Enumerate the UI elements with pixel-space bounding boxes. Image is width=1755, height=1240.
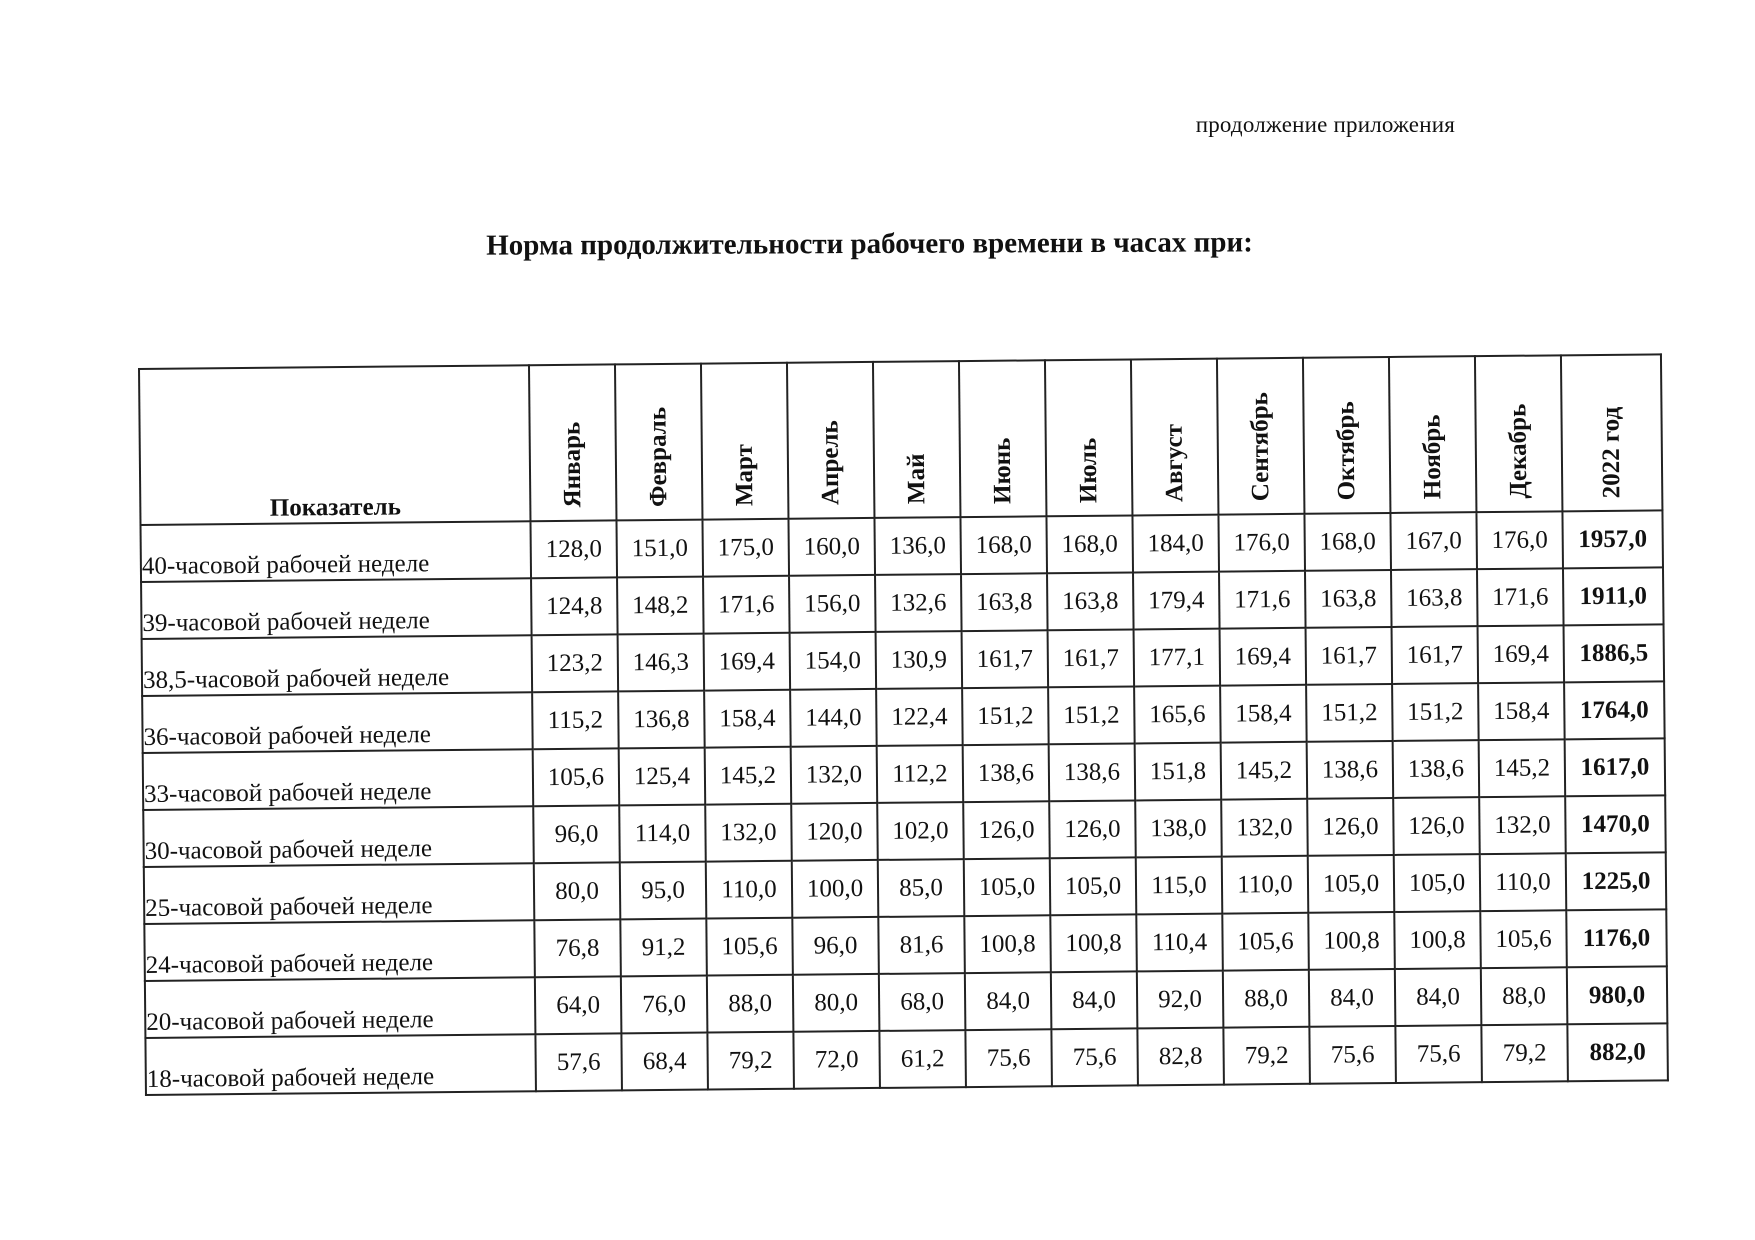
month-value-cell: 151,2 [1392,683,1479,741]
month-value-cell: 120,0 [791,803,878,861]
month-header-label: Октябрь [1332,401,1361,501]
month-header [701,363,788,520]
month-value-cell: 158,4 [704,690,791,748]
month-value-cell: 175,0 [702,519,789,577]
month-value-cell: 79,2 [707,1032,794,1090]
month-value-cell: 168,0 [960,516,1047,574]
month-value-cell: 130,9 [876,631,963,689]
month-value-cell: 100,8 [964,915,1051,973]
month-value-cell: 72,0 [793,1031,880,1089]
month-value-cell: 125,4 [619,748,706,806]
month-value-cell: 160,0 [788,518,875,576]
month-value-cell: 61,2 [879,1030,966,1088]
month-value-cell: 145,2 [705,747,792,805]
month-header-label: Январь [558,422,587,508]
month-value-cell: 115,0 [1136,857,1223,915]
month-value-cell: 105,0 [964,858,1051,916]
month-value-cell: 64,0 [535,976,622,1034]
month-value-cell: 138,6 [1393,740,1480,798]
month-header [1045,359,1132,516]
month-value-cell: 126,0 [1049,800,1136,858]
row-label: 36-часовой рабочей неделе [142,692,533,753]
month-value-cell: 163,8 [961,573,1048,631]
month-value-cell: 151,2 [962,687,1049,745]
month-value-cell: 124,8 [531,577,618,635]
month-value-cell: 92,0 [1137,971,1224,1029]
month-value-cell: 148,2 [617,577,704,635]
month-value-cell: 169,4 [1478,625,1565,683]
norms-table-body [141,510,1668,1095]
month-header [959,360,1046,517]
month-value-cell: 177,1 [1134,629,1221,687]
month-header [873,361,960,518]
month-value-cell: 132,0 [1479,796,1566,854]
month-value-cell: 100,8 [1394,911,1481,969]
month-value-cell: 171,6 [1219,571,1306,629]
month-header-label: Июнь [988,437,1017,504]
month-value-cell: 100,8 [1308,912,1395,970]
month-value-cell: 158,4 [1220,685,1307,743]
month-value-cell: 151,2 [1048,686,1135,744]
page-title: Норма продолжительности рабочего времени в часах при: [486,226,1253,262]
month-value-cell: 167,0 [1390,512,1477,570]
header-note: продолжение приложения [1195,112,1455,137]
month-value-cell: 75,6 [1309,1026,1396,1084]
month-value-cell: 132,0 [1221,799,1308,857]
month-header [1475,355,1562,512]
month-value-cell: 132,0 [791,746,878,804]
month-value-cell: 163,8 [1391,569,1478,627]
month-header-label: Март [730,444,759,507]
month-value-cell: 68,0 [879,973,966,1031]
month-value-cell: 88,0 [1223,970,1310,1028]
year-total-cell: 1225,0 [1566,852,1667,910]
month-value-cell: 171,6 [703,576,790,634]
row-label: 20-часовой рабочей неделе [145,977,536,1038]
month-value-cell: 84,0 [965,972,1052,1030]
month-value-cell: 100,0 [792,860,879,918]
month-header [787,362,874,519]
month-value-cell: 79,2 [1223,1027,1310,1085]
norms-table [138,353,1669,1096]
month-header [1389,356,1476,513]
month-value-cell: 88,0 [707,975,794,1033]
year-total-cell: 980,0 [1567,966,1668,1024]
month-value-cell: 68,4 [621,1033,708,1091]
month-value-cell: 176,0 [1218,514,1305,572]
month-header [1303,357,1390,514]
month-value-cell: 81,6 [878,916,965,974]
month-value-cell: 146,3 [618,634,705,692]
month-value-cell: 84,0 [1309,969,1396,1027]
month-value-cell: 169,4 [704,633,791,691]
year-total-cell: 1957,0 [1562,510,1663,568]
month-value-cell: 76,0 [621,976,708,1034]
month-value-cell: 82,8 [1137,1028,1224,1086]
year-total-cell: 1886,5 [1564,624,1665,682]
month-value-cell: 80,0 [793,974,880,1032]
month-value-cell: 163,8 [1047,572,1134,630]
month-value-cell: 184,0 [1132,515,1219,573]
month-value-cell: 123,2 [532,634,619,692]
month-value-cell: 79,2 [1481,1024,1568,1082]
month-header-label: Август [1160,423,1189,503]
month-value-cell: 96,0 [792,917,879,975]
month-value-cell: 151,8 [1135,743,1222,801]
month-header-label: Декабрь [1504,403,1533,499]
year-total-header [1561,354,1662,511]
month-value-cell: 151,2 [1306,684,1393,742]
month-value-cell: 105,6 [1480,910,1567,968]
month-value-cell: 105,0 [1308,855,1395,913]
month-value-cell: 100,8 [1050,914,1137,972]
year-total-cell: 1176,0 [1566,909,1667,967]
month-value-cell: 96,0 [533,805,620,863]
month-value-cell: 161,7 [1048,629,1135,687]
month-value-cell: 105,0 [1394,854,1481,912]
month-value-cell: 145,2 [1479,739,1566,797]
row-label: 25-часовой рабочей неделе [144,863,535,924]
month-value-cell: 161,7 [1306,627,1393,685]
month-value-cell: 126,0 [963,801,1050,859]
month-header-label: Сентябрь [1246,392,1275,502]
month-value-cell: 144,0 [790,689,877,747]
month-value-cell: 110,4 [1136,914,1223,972]
month-value-cell: 138,6 [1307,741,1394,799]
indicator-header: Показатель [139,365,530,525]
year-total-cell: 1470,0 [1565,795,1666,853]
row-label: 30-часовой рабочей неделе [143,806,534,867]
year-total-cell: 1911,0 [1563,567,1664,625]
month-header-label: Май [902,453,931,505]
month-value-cell: 161,7 [1392,626,1479,684]
month-value-cell: 80,0 [534,862,621,920]
month-value-cell: 136,0 [874,517,961,575]
row-label: 24-часовой рабочей неделе [144,920,535,981]
month-value-cell: 105,0 [1050,857,1137,915]
month-value-cell: 126,0 [1307,798,1394,856]
month-value-cell: 91,2 [620,919,707,977]
month-value-cell: 114,0 [619,805,706,863]
month-header-label: Февраль [644,406,673,508]
month-value-cell: 110,0 [706,861,793,919]
month-header [1217,358,1304,515]
month-value-cell: 85,0 [878,859,965,917]
month-value-cell: 128,0 [530,520,617,578]
row-label: 38,5-часовой рабочей неделе [142,635,533,696]
month-value-cell: 168,0 [1046,515,1133,573]
month-header [615,364,702,521]
row-label: 33-часовой рабочей неделе [143,749,534,810]
month-value-cell: 110,0 [1222,856,1309,914]
month-value-cell: 57,6 [535,1033,622,1091]
year-total-cell: 882,0 [1567,1023,1668,1081]
month-value-cell: 156,0 [789,575,876,633]
month-header [529,364,616,521]
month-value-cell: 75,6 [965,1029,1052,1087]
month-value-cell: 176,0 [1476,511,1563,569]
norms-table-wrapper [138,353,1669,1096]
year-total-header-label: 2022 год [1597,406,1626,498]
row-label: 39-часовой рабочей неделе [141,578,532,639]
month-header-label: Ноябрь [1418,414,1447,500]
month-value-cell: 158,4 [1478,682,1565,740]
month-value-cell: 179,4 [1133,572,1220,630]
month-value-cell: 75,6 [1051,1028,1138,1086]
month-value-cell: 105,6 [533,748,620,806]
month-value-cell: 122,4 [876,688,963,746]
month-value-cell: 169,4 [1220,628,1307,686]
month-value-cell: 138,6 [1049,743,1136,801]
month-value-cell: 161,7 [962,630,1049,688]
month-value-cell: 95,0 [620,862,707,920]
month-value-cell: 105,6 [706,918,793,976]
month-value-cell: 115,2 [532,691,619,749]
month-header [1131,359,1218,516]
month-value-cell: 151,0 [616,520,703,578]
month-value-cell: 132,0 [705,804,792,862]
year-total-cell: 1617,0 [1565,738,1666,796]
month-value-cell: 102,0 [877,802,964,860]
month-value-cell: 163,8 [1305,570,1392,628]
month-value-cell: 126,0 [1393,797,1480,855]
month-value-cell: 112,2 [877,745,964,803]
month-value-cell: 105,6 [1222,913,1309,971]
month-value-cell: 138,0 [1135,800,1222,858]
month-value-cell: 136,8 [618,691,705,749]
month-value-cell: 76,8 [534,919,621,977]
year-total-cell: 1764,0 [1564,681,1665,739]
month-header-label: Июль [1074,437,1103,504]
month-value-cell: 171,6 [1477,568,1564,626]
month-value-cell: 168,0 [1304,513,1391,571]
month-value-cell: 88,0 [1481,967,1568,1025]
month-value-cell: 75,6 [1395,1025,1482,1083]
month-value-cell: 138,6 [963,744,1050,802]
month-value-cell: 84,0 [1395,968,1482,1026]
month-value-cell: 154,0 [790,632,877,690]
row-label: 40-часовой рабочей неделе [141,521,532,582]
month-value-cell: 132,6 [875,574,962,632]
row-label: 18-часовой рабочей неделе [145,1034,536,1095]
month-value-cell: 84,0 [1051,971,1138,1029]
table-header-row [139,354,1662,525]
month-value-cell: 145,2 [1221,742,1308,800]
month-value-cell: 110,0 [1480,853,1567,911]
month-header-label: Апрель [816,420,845,506]
month-value-cell: 165,6 [1134,686,1221,744]
